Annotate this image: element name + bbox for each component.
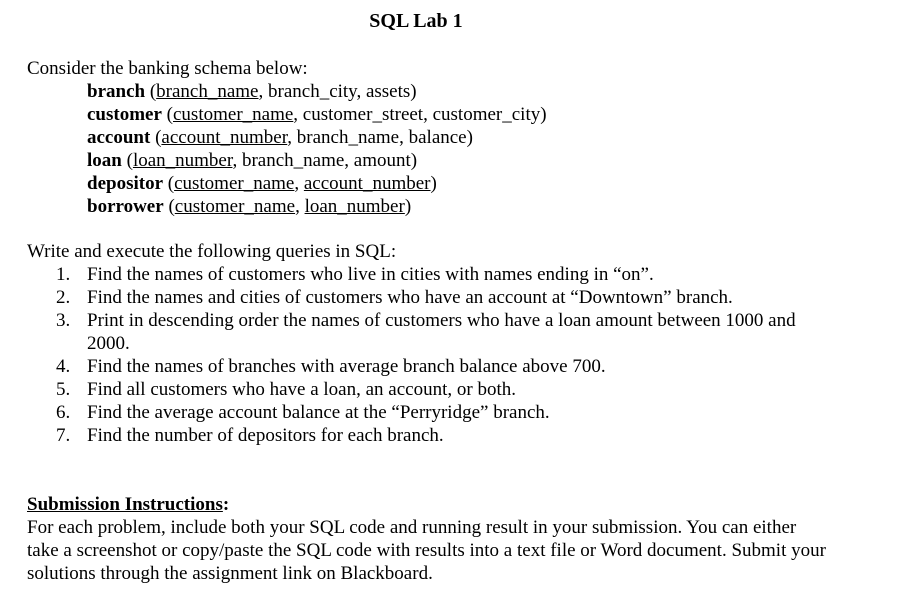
- page-title: SQL Lab 1: [369, 10, 463, 32]
- attribute-separator: ,: [294, 173, 304, 194]
- key-attribute: customer_name: [174, 173, 295, 194]
- query-number: 3.: [56, 310, 71, 331]
- relation-name: borrower: [87, 196, 164, 217]
- attribute-list: , branch_name, amount: [232, 150, 411, 171]
- intro-text: Consider the banking schema below:: [27, 58, 308, 79]
- query-list: [56, 263, 816, 447]
- relation-name: account: [87, 127, 151, 148]
- query-number: 2.: [56, 287, 71, 308]
- submission-heading-text: Submission Instructions: [27, 494, 223, 515]
- query-number: 5.: [56, 379, 71, 400]
- key-attribute: account_number: [303, 173, 431, 194]
- query-text: Print in descending order the names of customers who have a loan amount between 1000 and 2000.: [87, 310, 796, 354]
- query-number: 1.: [56, 264, 71, 285]
- query-text: Find the names of branches with average branch balance above 700.: [87, 356, 606, 377]
- query-item: [56, 378, 816, 401]
- query-item: [56, 424, 816, 447]
- relation-name: loan: [87, 150, 122, 171]
- schema-list: [87, 80, 547, 218]
- query-text: Find the average account balance at the “Perryridge” branch.: [87, 402, 550, 423]
- key-attribute: customer_name: [174, 196, 296, 217]
- instructions-text: Write and execute the following queries in SQL:: [27, 241, 397, 262]
- key-attribute: customer_name: [173, 104, 294, 125]
- key-attribute: loan_number: [132, 150, 233, 171]
- query-number: 7.: [56, 425, 71, 446]
- query-text: Find the names of customers who live in cities with names ending in “on”.: [87, 264, 654, 285]
- relation-name: branch: [87, 81, 146, 102]
- schema-item-branch: branch (branch_name, branch_city, assets): [87, 81, 417, 102]
- attribute-separator: ,: [295, 196, 305, 217]
- query-item: [56, 263, 816, 286]
- schema-item-borrower: borrower (customer_name, loan_number): [87, 196, 412, 217]
- query-text: Find all customers who have a loan, an account, or both.: [87, 379, 516, 400]
- key-attribute: loan_number: [304, 196, 405, 217]
- key-attribute: account_number: [161, 127, 288, 148]
- query-item: [56, 355, 816, 378]
- schema-item-account: account (account_number, branch_name, balance): [87, 127, 473, 148]
- query-item: [56, 309, 816, 355]
- schema-item-customer: customer (customer_name, customer_street, customer_city): [87, 104, 547, 125]
- attribute-list: , branch_city, assets: [258, 81, 411, 102]
- query-number: 4.: [56, 356, 71, 377]
- query-item: [56, 401, 816, 424]
- query-item: [56, 286, 816, 309]
- relation-name: customer: [87, 104, 162, 125]
- query-text: Find the number of depositors for each branch.: [87, 425, 444, 446]
- attribute-list: , customer_street, customer_city: [293, 104, 541, 125]
- schema-item-depositor: depositor (customer_name, account_number): [87, 173, 437, 194]
- query-number: 6.: [56, 402, 71, 423]
- attribute-list: , branch_name, balance: [287, 127, 467, 148]
- schema-item-loan: loan (loan_number, branch_name, amount): [87, 150, 418, 171]
- submission-heading: [27, 493, 229, 516]
- query-text: Find the names and cities of customers who have an account at “Downtown” branch.: [87, 287, 733, 308]
- submission-heading-colon: :: [222, 494, 230, 515]
- submission-instructions: For each problem, include both your SQL code and running result in your submission. You can either take a screenshot or copy/paste the SQL code with results into a text file or Word document. Submit your solutions through the assignment link on Blackboard.: [27, 517, 826, 584]
- relation-name: depositor: [87, 173, 163, 194]
- key-attribute: branch_name: [156, 81, 259, 102]
